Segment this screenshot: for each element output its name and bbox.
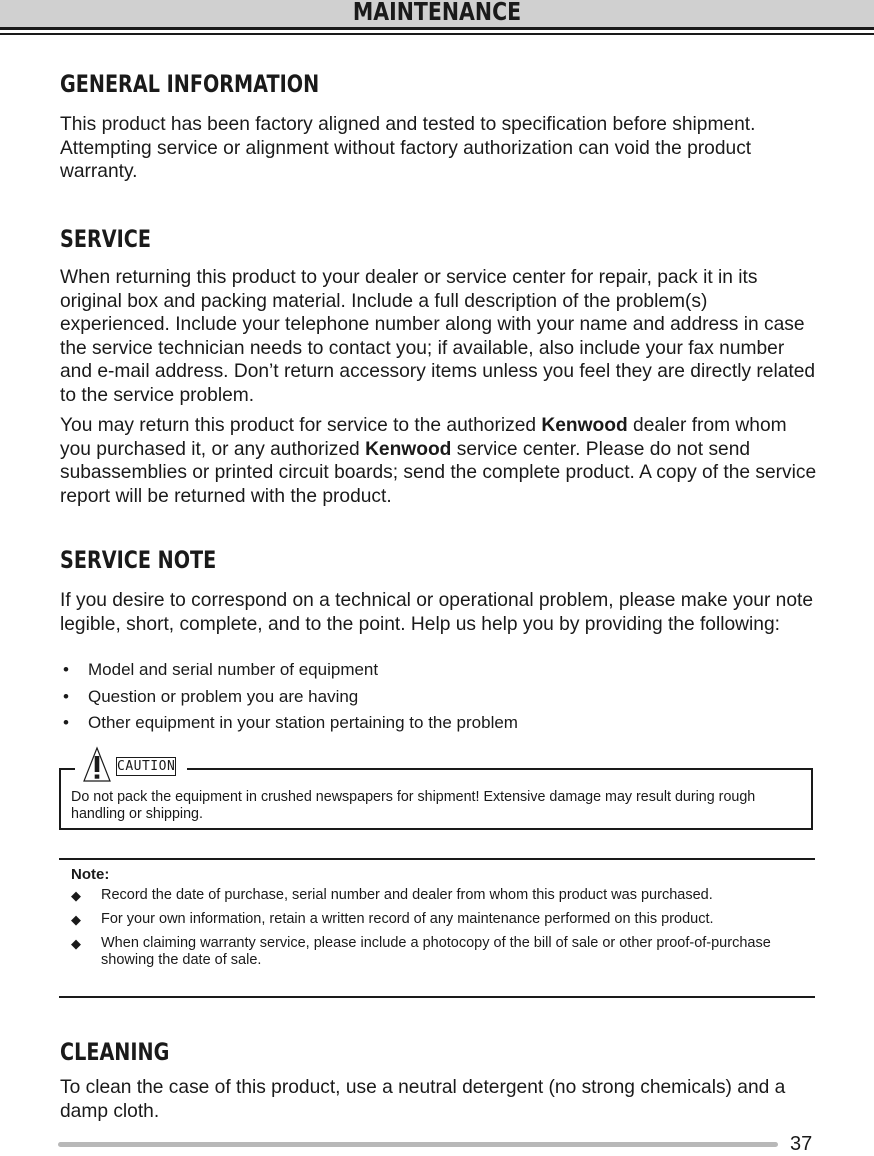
caution-text: Do not pack the equipment in crushed newspapers for shipment! Extensive damage may result during rough handling or shipping. [71, 789, 756, 822]
note-item-text: When claiming warranty service, please include a photocopy of the bill of sale or other proof-of-purchase showing the date of sale. [101, 935, 771, 968]
note-item-text: Record the date of purchase, serial number and dealer from whom this product was purchased. [101, 887, 713, 903]
warning-triangle-icon [82, 746, 112, 784]
list-item [60, 710, 820, 737]
list-item-text: Other equipment in your station pertaining to the problem [88, 713, 518, 732]
list-item [60, 684, 820, 711]
cleaning-heading: CLEANING [60, 1038, 170, 1066]
note-top-rule [59, 858, 815, 860]
diamond-bullet-icon: ◆ [71, 888, 81, 903]
list-item [60, 657, 820, 684]
page-number: 37 [790, 1133, 813, 1155]
header-rule-thick [0, 27, 874, 30]
list-item-text: Question or problem you are having [88, 686, 359, 706]
diamond-bullet-icon: ◆ [71, 936, 81, 951]
service-paragraph-2-part-3: service center. Please do not send subassemblies or printed circuit boards; send the complete product. A copy of the service report will be returned with the product. [60, 438, 817, 507]
note-bottom-rule [59, 996, 815, 998]
footer-bar [58, 1142, 778, 1147]
service-note-intro: If you desire to correspond on a technical or operational problem, please make your note legible, short, complete, and to the point. Help us help you by providing the following: [60, 590, 814, 635]
note-item [71, 911, 811, 928]
note-list [71, 887, 811, 976]
header-rule-thin [0, 33, 874, 35]
service-paragraph-2-part-1: You may return this product for service to the authorized [60, 415, 542, 436]
service-paragraph-1: When returning this product to your dealer or service center for repair, pack it in its original box and packing material. Include a full description of the problem(s) experienced. Include your telephone number along with your name and address in case the service technician needs to contact you; if available, also include your fax number and e-mail address. Don’t return accessory items unless you feel they are directly related to the service problem. [60, 267, 816, 406]
brand-name: Kenwood [365, 438, 452, 460]
diamond-bullet-icon: ◆ [71, 912, 81, 927]
general-information-heading: GENERAL INFORMATION [60, 70, 320, 98]
service-note-bullet-list [60, 657, 820, 737]
note-item-text: For your own information, retain a written record of any maintenance performed on this product. [101, 911, 714, 927]
service-heading: SERVICE [60, 225, 151, 253]
cleaning-text: To clean the case of this product, use a neutral detergent (no strong chemicals) and a damp cloth. [60, 1077, 786, 1122]
bullet-dot-icon: • [63, 686, 69, 706]
service-paragraph-2 [60, 414, 820, 508]
general-information-text: This product has been factory aligned and tested to specification before shipment. Attempting service or alignment without factory authorization can void the product warranty. [60, 114, 756, 182]
list-item-text: Model and serial number of equipment [88, 660, 379, 679]
page-title: MAINTENANCE [352, 0, 522, 26]
caution-label: CAUTION [117, 759, 176, 774]
bullet-dot-icon: • [63, 660, 69, 679]
note-item [71, 887, 811, 904]
note-item [71, 935, 811, 969]
service-note-heading: SERVICE NOTE [60, 546, 217, 574]
bullet-dot-icon: • [63, 713, 69, 732]
brand-name: Kenwood [541, 415, 628, 436]
note-title: Note: [71, 866, 110, 883]
service-paragraph-2-part-2: dealer from whom you purchased it, or any authorized [60, 415, 787, 460]
